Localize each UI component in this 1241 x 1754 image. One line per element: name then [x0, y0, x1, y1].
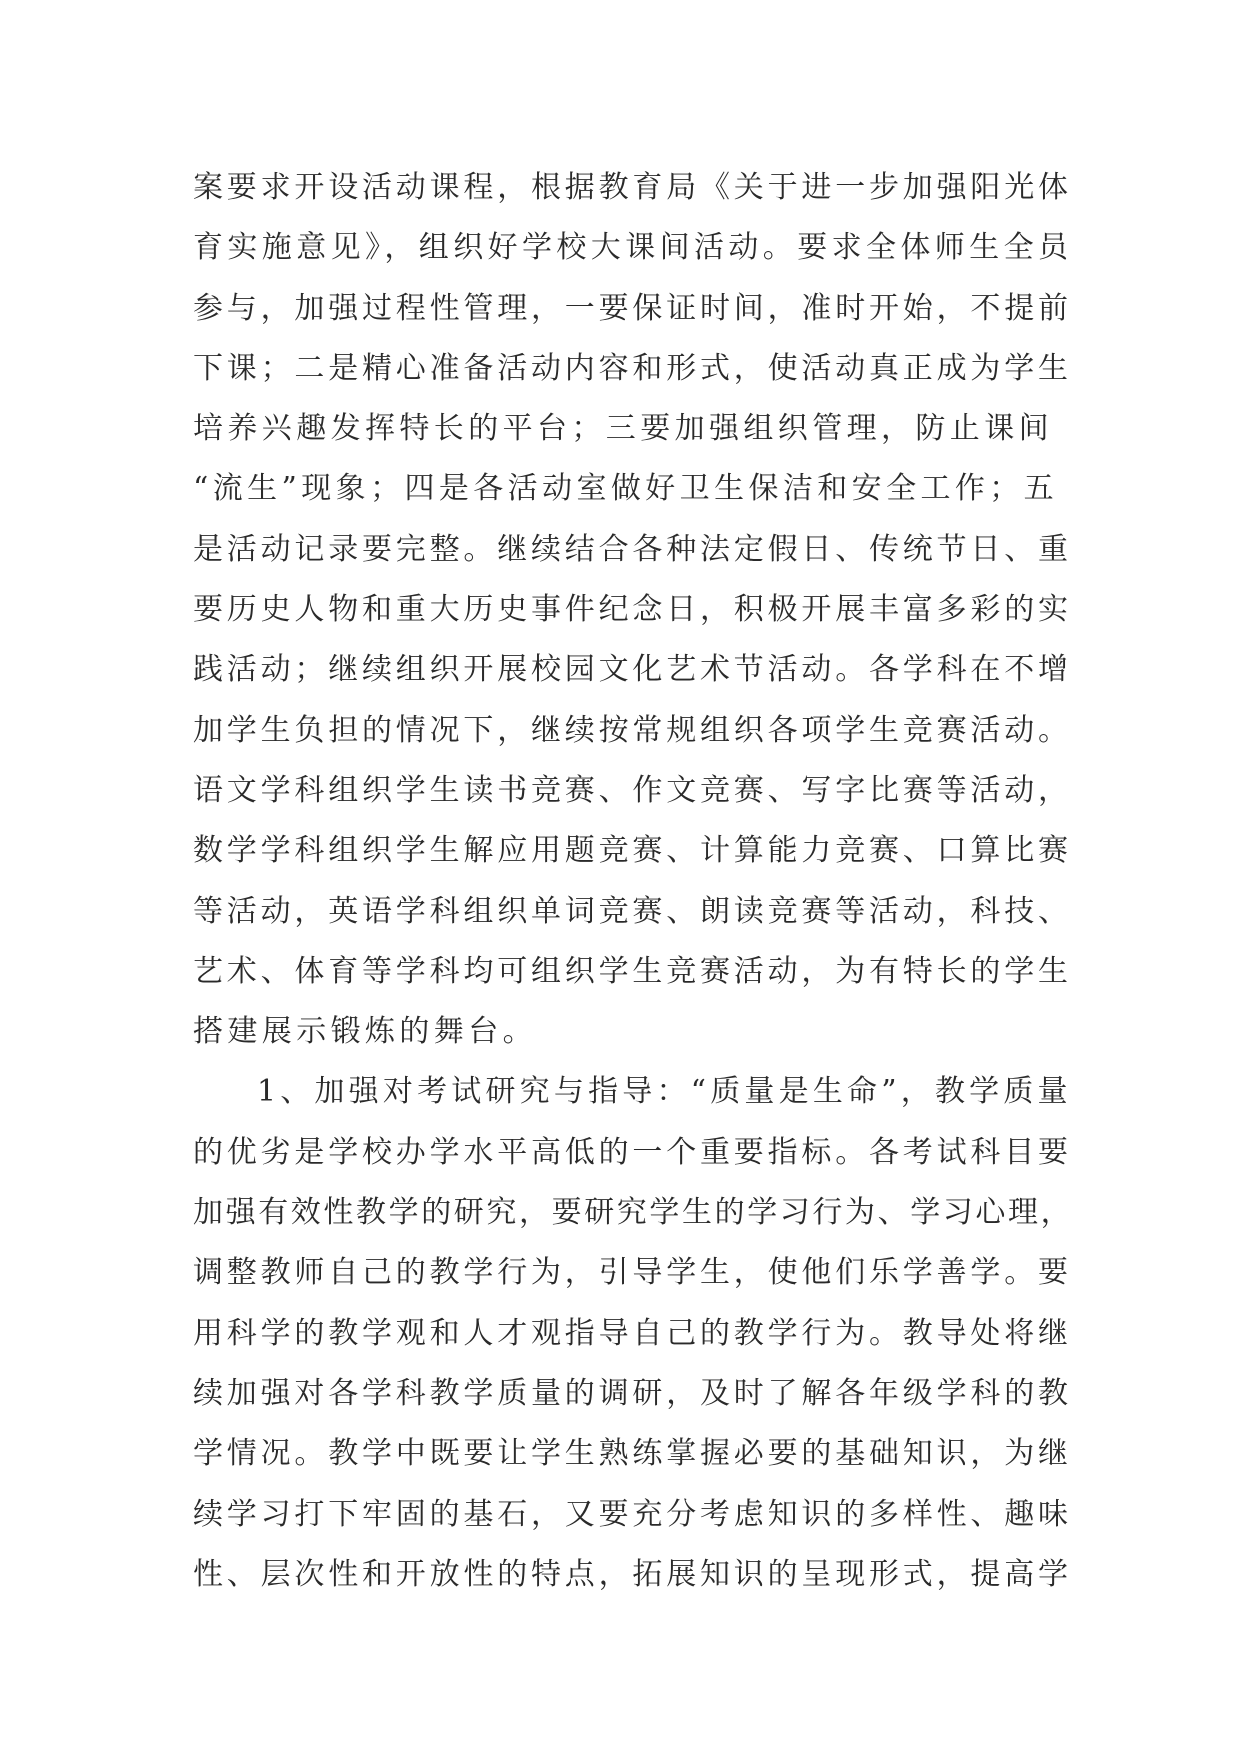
text-line: 培养兴趣发挥特长的平台；三要加强组织管理，防止课间 — [193, 411, 1053, 447]
text-line: 学情况。教学中既要让学生熟练掌握必要的基础知识，为继 — [193, 1436, 1072, 1472]
text-line: 续加强对各学科教学质量的调研，及时了解各年级学科的教 — [193, 1375, 1072, 1411]
text-line: 下课；二是精心准备活动内容和形式，使活动真正成为学生 — [193, 350, 1072, 386]
text-line: 是活动记录要完整。继续结合各种法定假日、传统节日、重 — [193, 531, 1072, 567]
text-line: 参与，加强过程性管理，一要保证时间，准时开始，不提前 — [193, 290, 1072, 326]
text-line: 案要求开设活动课程，根据教育局《关于进一步加强阳光体 — [193, 170, 1072, 205]
text-line: 用科学的教学观和人才观指导自己的教学行为。教导处将继 — [193, 1315, 1072, 1351]
document-body-text — [193, 158, 1073, 1605]
text-line: 1、加强对考试研究与指导：“质量是生命”，教学质量 — [257, 1074, 1072, 1110]
text-line: 践活动；继续组织开展校园文化艺术节活动。各学科在不增 — [193, 652, 1072, 688]
text-line: 性、层次性和开放性的特点，拓展知识的呈现形式，提高学 — [193, 1556, 1072, 1592]
text-line: 等活动，英语学科组织单词竞赛、朗读竞赛等活动，科技、 — [193, 893, 1072, 929]
text-line: “流生”现象；四是各活动室做好卫生保洁和安全工作；五 — [193, 471, 1059, 507]
text-line: 数学学科组织学生解应用题竞赛、计算能力竞赛、口算比赛 — [193, 833, 1072, 869]
text-line: 要历史人物和重大历史事件纪念日，积极开展丰富多彩的实 — [193, 592, 1072, 628]
text-line: 续学习打下牢固的基石，又要充分考虑知识的多样性、趣味 — [193, 1496, 1072, 1532]
text-line: 加学生负担的情况下，继续按常规组织各项学生竞赛活动。 — [193, 712, 1072, 748]
text-line: 调整教师自己的教学行为，引导学生，使他们乐学善学。要 — [193, 1255, 1072, 1291]
text-line: 育实施意见》，组织好学校大课间活动。要求全体师生全员 — [193, 230, 1073, 266]
text-line: 语文学科组织学生读书竞赛、作文竞赛、写字比赛等活动， — [193, 772, 1072, 808]
text-line: 的优劣是学校办学水平高低的一个重要指标。各考试科目要 — [193, 1134, 1072, 1170]
text-line: 加强有效性教学的研究，要研究学生的学习行为、学习心理， — [193, 1195, 1074, 1231]
text-line: 艺术、体育等学科均可组织学生竞赛活动，为有特长的学生 — [193, 953, 1072, 989]
text-line: 搭建展示锻炼的舞台。 — [193, 1014, 537, 1050]
